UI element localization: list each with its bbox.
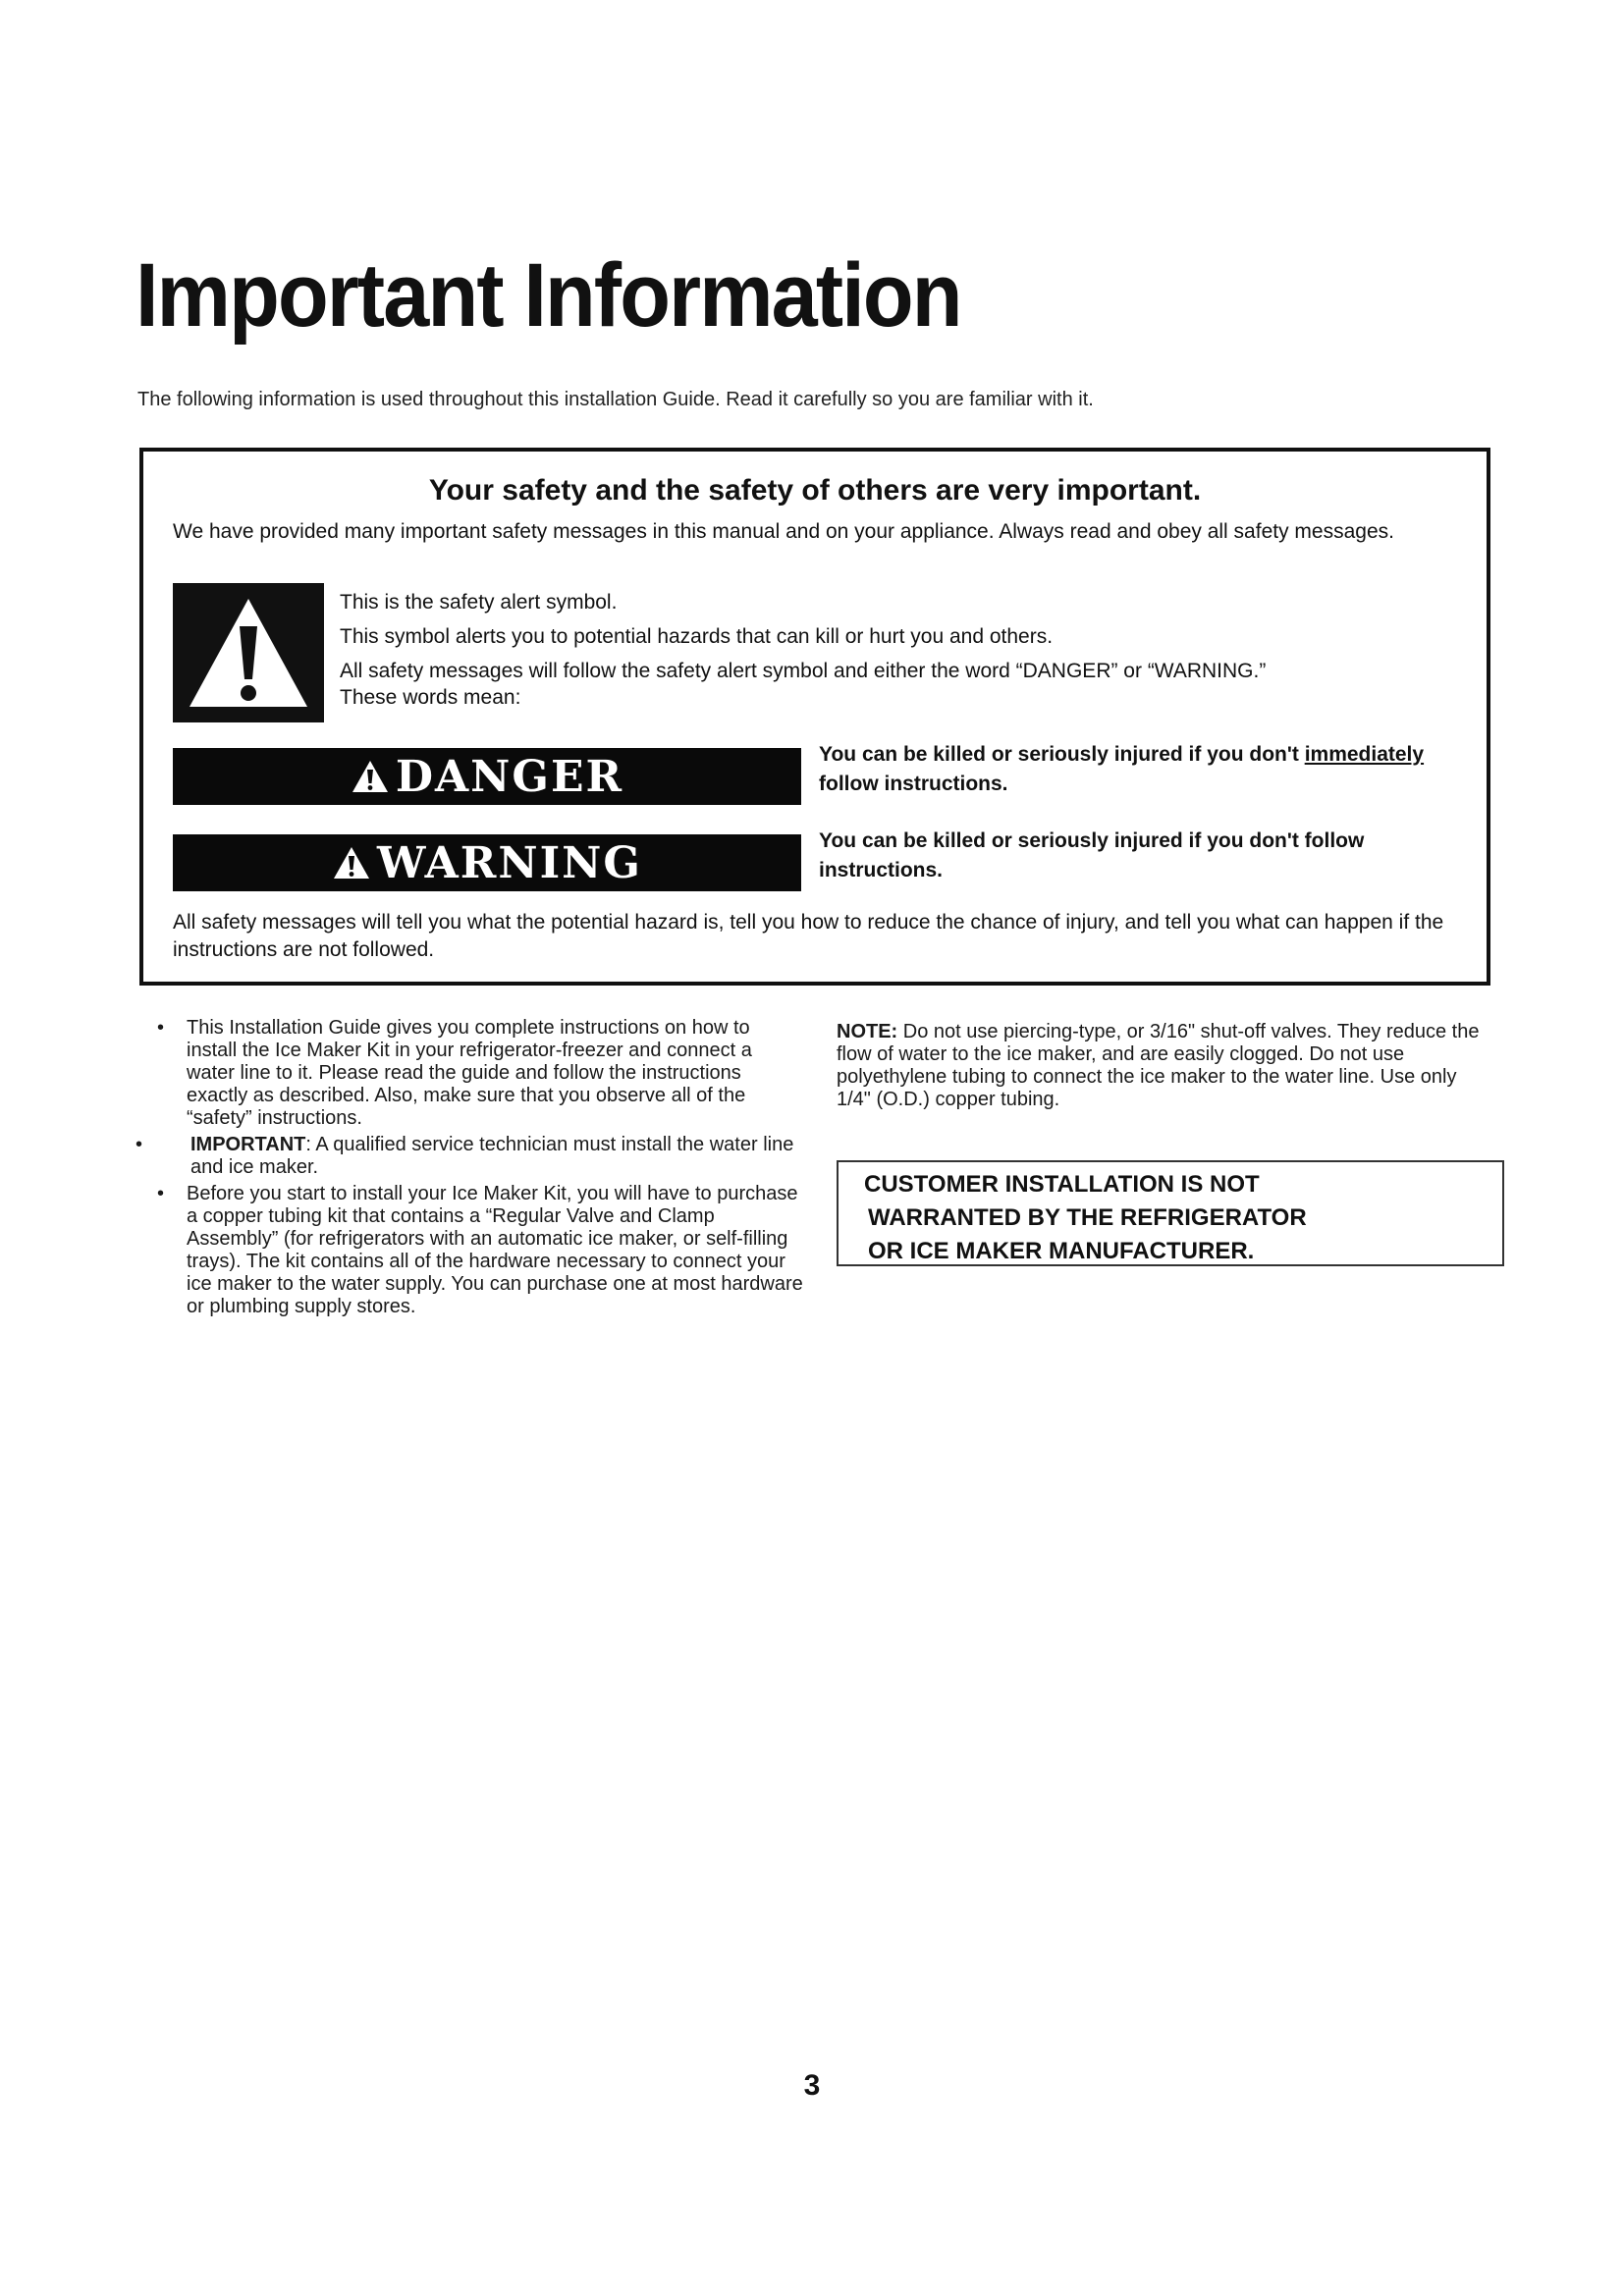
symbol-line-3a: All safety messages will follow the safety alert symbol and either the word “DANGER” or “WARNING.” [340, 660, 1267, 682]
bullet-icon: • [157, 1017, 165, 1039]
important-label: IMPORTANT [190, 1134, 306, 1155]
symbol-line-1: This is the safety alert symbol. [340, 591, 618, 614]
symbol-line-2: This symbol alerts you to potential hazards that can kill or hurt you and others. [340, 625, 1054, 648]
list-item [157, 1183, 805, 1318]
warranty-line-1: CUSTOMER INSTALLATION IS NOT [864, 1171, 1260, 1198]
safety-footer: All safety messages will tell you what the potential hazard is, tell you how to reduce the chance of injury, and tell you what can happen if the instructions are not followed. [173, 911, 1444, 961]
list-item [157, 1017, 805, 1130]
danger-text-before: You can be killed or seriously injured if you don't [819, 743, 1305, 766]
note-label: NOTE: [837, 1021, 898, 1042]
warning-label: WARNING [377, 837, 642, 888]
safety-heading: Your safety and the safety of others are very important. [428, 474, 1202, 507]
bullet-icon: • [157, 1183, 165, 1204]
bullet-text: This Installation Guide gives you complete instructions on how to install the Ice Maker Kit in your refrigerator-freezer and connect a water line to it. Please read the guide and follow the instructions exactly as described. Also, make sure that you observe all of the “safety” instructions. [187, 1017, 752, 1129]
list-item [135, 1134, 805, 1179]
warranty-line-3: OR ICE MAKER MANUFACTURER. [868, 1238, 1255, 1264]
warranty-line-2: WARRANTED BY THE REFRIGERATOR [868, 1204, 1307, 1231]
symbol-explanation [340, 589, 1439, 711]
safety-intro: We have provided many important safety messages in this manual and on your appliance. Always read and obey all safety messages. [173, 520, 1394, 543]
warranty-box [837, 1160, 1504, 1266]
bullet-text: : A qualified service technician must install the water line and ice maker. [190, 1134, 794, 1178]
danger-text-emphasis: immediately [1304, 743, 1425, 766]
danger-alert-icon [351, 759, 390, 794]
page-title: Important Information [135, 245, 961, 346]
safety-alert-symbol [173, 583, 324, 722]
safety-alert-triangle-icon [186, 593, 311, 713]
left-column [135, 1017, 805, 1322]
danger-label: DANGER [395, 751, 624, 802]
warning-alert-icon [332, 845, 371, 881]
danger-description [819, 740, 1487, 799]
symbol-line-3b: These words mean: [340, 686, 521, 709]
danger-text-after: follow instructions. [819, 773, 1008, 795]
bullet-text: Before you start to install your Ice Maker Kit, you will have to purchase a copper tubing kit that contains a “Regular Valve and Clamp Assembly” (for refrigerators with an automatic ice maker, or self-filling trays). The kit contains all of the hardware necessary to connect your ice maker to the water supply. You can purchase one at most hardware or plumbing supply stores. [187, 1183, 803, 1317]
warning-description: You can be killed or seriously injured if you don't follow instructions. [819, 829, 1365, 881]
note-paragraph [837, 1021, 1492, 1111]
bullet-icon: • [135, 1134, 143, 1155]
note-text: Do not use piercing-type, or 3/16" shut-off valves. They reduce the flow of water to the ice maker, and are easily clogged. Do not use polyethylene tubing to connect the ice maker to the water line. Use only 1/4" (O.D.) copper tubing. [837, 1021, 1480, 1110]
page-number: 3 [803, 2069, 821, 2102]
intro-text: The following information is used throughout this installation Guide. Read it carefully so you are familiar with it. [137, 389, 1094, 410]
safety-box [139, 448, 1490, 986]
warning-signal-bar [173, 834, 801, 891]
danger-signal-bar [173, 748, 801, 805]
